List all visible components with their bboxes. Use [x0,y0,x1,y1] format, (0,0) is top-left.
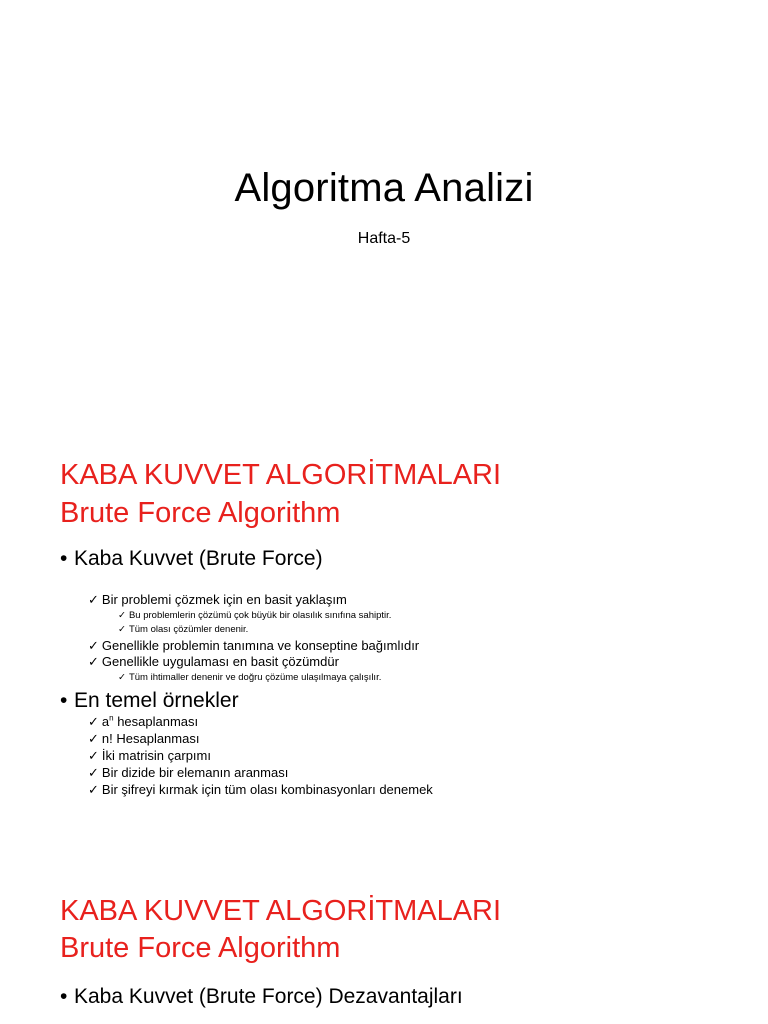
example-item [88,765,288,781]
checkmark-icon: ✓ [88,638,99,653]
slide-heading-line2: Brute Force Algorithm [60,932,341,964]
sub-check-item [118,672,381,684]
bullet-glyph: • [60,547,68,570]
example-text: İki matrisin çarpımı [101,748,211,763]
example-text: n! Hesaplanması [101,731,200,746]
example-item [88,714,198,730]
checkmark-icon: ✓ [88,748,99,763]
bullet-kaba-kuvvet [60,546,323,572]
checkmark-icon: ✓ [88,765,99,780]
checkmark-icon: ✓ [88,592,99,607]
check-item [88,592,347,608]
slide-title [0,0,768,432]
example-power-text: hesaplanması [113,714,199,729]
slide-heading-line1: KABA KUVVET ALGORİTMALARI [60,459,502,491]
bullet-glyph: • [60,985,68,1008]
example-text: Bir şifreyi kırmak için tüm olası kombinasyonları denemek [101,782,433,797]
example-power-exponent: n [109,713,114,723]
checkmark-icon: ✓ [118,672,126,683]
presentation-title: Algoritma Analizi [234,166,534,210]
bullet-text: Kaba Kuvvet (Brute Force) [74,547,323,570]
bullet-en-temel-ornekler [60,688,239,714]
example-power-base: a [101,714,110,729]
check-item-text: Genellikle uygulaması en basit çözümdür [101,654,339,669]
bullet-text: Kaba Kuvvet (Brute Force) Dezavantajları [74,985,463,1008]
example-text: Bir dizide bir elemanın aranması [101,765,289,780]
sub-check-item [118,610,391,622]
example-item [88,731,199,747]
check-item-text: Bir problemi çözmek için en basit yaklaşım [101,592,347,607]
sub-check-item [118,624,248,636]
check-item [88,654,339,670]
bullet-glyph: • [60,689,68,712]
checkmark-icon: ✓ [88,714,99,729]
checkmark-icon: ✓ [88,731,99,746]
checkmark-icon: ✓ [118,610,126,621]
check-item [88,638,419,654]
bullet-text: En temel örnekler [74,689,239,712]
presentation-subtitle: Hafta-5 [357,230,411,247]
slide-brute-force-intro [0,432,768,864]
slide-brute-force-disadvantages [0,864,768,1024]
checkmark-icon: ✓ [88,782,99,797]
sub-check-item-text: Tüm ihtimaller denenir ve doğru çözüme ulaşılmaya çalışılır. [128,672,382,683]
example-item [88,748,211,764]
slide-heading-line1: KABA KUVVET ALGORİTMALARI [60,895,502,927]
slide-heading-line2: Brute Force Algorithm [60,497,341,529]
sub-check-item-text: Bu problemlerin çözümü çok büyük bir olasılık sınıfına sahiptir. [128,610,392,621]
check-item-text: Genellikle problemin tanımına ve konseptine bağımlıdır [101,638,420,653]
checkmark-icon: ✓ [88,654,99,669]
sub-check-item-text: Tüm olası çözümler denenir. [128,624,249,635]
checkmark-icon: ✓ [118,624,126,635]
bullet-dezavantajlar [60,984,463,1010]
example-item [88,782,433,798]
